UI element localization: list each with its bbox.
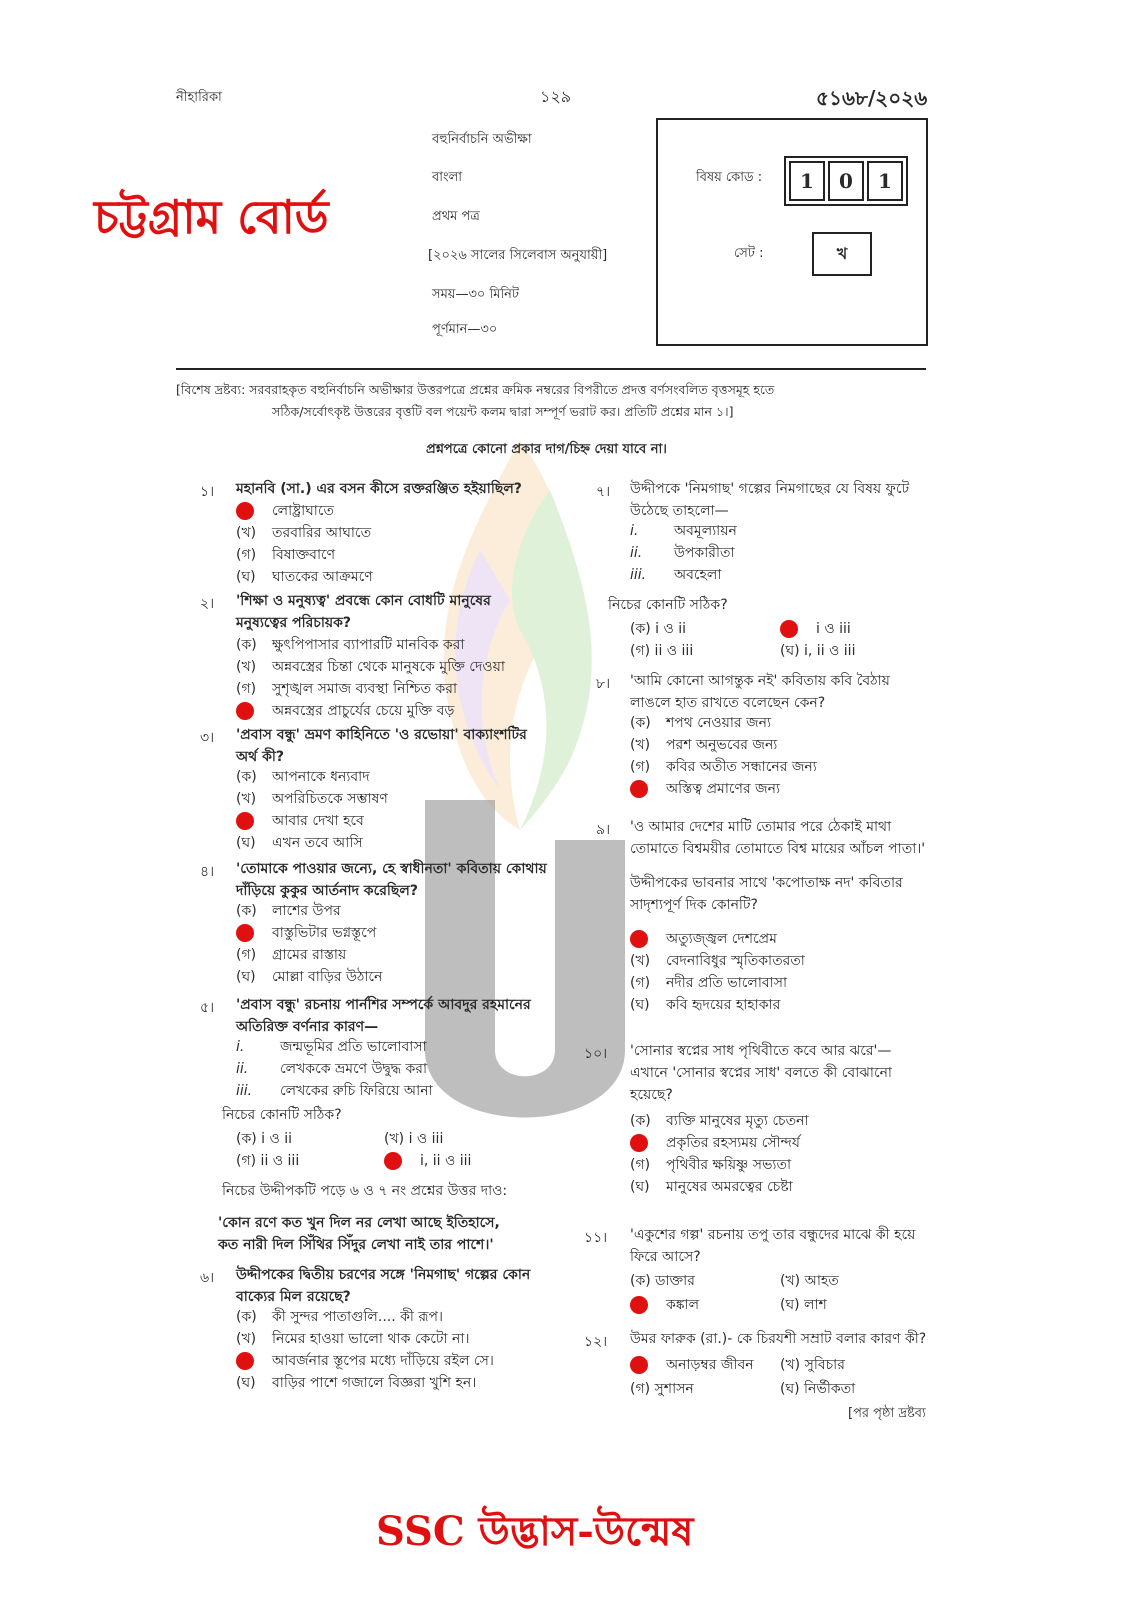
question-text-line: মনুষ্যত্বের পরিচায়ক? — [236, 615, 352, 631]
question-9-text — [630, 872, 903, 916]
question-text-line: 'প্রবাস বন্ধু' ভ্রমণ কাহিনিতে 'ও রভোয়া' বাক্যাংশটির — [236, 727, 527, 743]
roman-label: iii. — [630, 567, 647, 583]
question-number: ৬। — [200, 1270, 215, 1286]
option-text: পৃথিবীর ক্ষয়িষ্ণু সভ্যতা — [666, 1157, 792, 1173]
option-label: (ক) — [236, 637, 257, 653]
filled-answer-dot[interactable] — [236, 1352, 254, 1370]
question-9-quote — [630, 816, 925, 860]
option-text: কী সুন্দর পাতাগুলি.... কী রূপ। — [272, 1309, 444, 1325]
question-10-options — [630, 1110, 809, 1198]
question-3-text — [236, 724, 527, 768]
option-label: (খ) — [236, 525, 257, 541]
question-10-text — [630, 1040, 892, 1106]
option-text: ক্ষুৎপিপাসার ব্যাপারটি মানবিক করা — [272, 637, 465, 653]
which-correct-text: নিচের কোনটি সঠিক? — [608, 597, 728, 613]
question-text-line: 'সোনার স্বপ্নের সাধ পৃথিবীতে কবে আর ঝরে'— — [630, 1043, 892, 1059]
option-text: ঘাতকের আক্রমণে — [272, 569, 373, 585]
question-number: ১১। — [584, 1230, 608, 1246]
subject-code-boxes — [784, 156, 908, 206]
option-a: (ক) i ও ii — [236, 1131, 293, 1147]
option-label: (ঘ) — [236, 1375, 256, 1391]
stem-verse — [218, 1212, 500, 1256]
question-text-line: অর্থ কী? — [236, 749, 284, 765]
option-label: (ঘ) — [236, 569, 256, 585]
option-text: গ্রামের রাস্তায় — [272, 947, 347, 963]
option-label: (গ) — [236, 681, 257, 697]
option-label: (গ) — [630, 1157, 651, 1173]
stem-intro: নিচের উদ্দীপকটি পড়ে ৬ ও ৭ নং প্রশ্নের উত্তর দাও: — [222, 1183, 508, 1199]
statement-text: জন্মভূমির প্রতি ভালোবাসা — [280, 1039, 427, 1055]
filled-answer-dot[interactable] — [236, 502, 254, 520]
question-text-line: হয়েছে? — [630, 1087, 673, 1103]
question-text-line: উদ্দীপকের দ্বিতীয় চরণের সঙ্গে 'নিমগাছ' গল্পের কোন — [236, 1267, 531, 1283]
filled-answer-dot[interactable] — [630, 780, 648, 798]
exam-time: সময়—৩০ মিনিট — [432, 287, 520, 302]
option-c: (গ) ii ও iii — [630, 643, 694, 659]
roman-label: i. — [630, 523, 639, 539]
filled-answer-dot[interactable] — [630, 1134, 648, 1152]
question-5-statements — [236, 1036, 433, 1102]
question-1-options — [236, 500, 373, 588]
option-label: (ক) — [236, 769, 257, 785]
option-text: শপথ নেওয়ার জন্য — [666, 715, 772, 731]
option-c — [630, 1294, 699, 1316]
question-number: ৫। — [200, 1000, 215, 1016]
option-text: i, ii ও iii — [420, 1153, 472, 1169]
subject-code-label: বিষয় কোড : — [696, 170, 763, 185]
question-8-text — [630, 670, 890, 714]
option-text: অত্যুজ্জ্বল দেশপ্রেম — [666, 931, 777, 947]
option-text: নিমের হাওয়া ভালো থাক কেটো না। — [272, 1331, 470, 1347]
paper-name: প্রথম পত্র — [432, 209, 480, 224]
option-a: (ক) ডাক্তার — [630, 1273, 695, 1289]
roman-label: iii. — [236, 1083, 253, 1099]
option-c: (গ) সুশাসন — [630, 1381, 694, 1397]
roman-label: i. — [236, 1039, 245, 1055]
question-text-line: 'শিক্ষা ও মনুষ্যত্ব' প্রবন্ধে কোন বোধটি মানুষের — [236, 593, 491, 609]
full-marks: পূর্ণমান—৩০ — [432, 322, 498, 337]
question-8-options — [630, 712, 817, 800]
question-5-text — [236, 994, 531, 1038]
question-number: ৭। — [596, 484, 611, 500]
roman-label: ii. — [236, 1061, 249, 1077]
code-set-box — [656, 118, 928, 346]
subject-code-digit: 1 — [789, 161, 825, 201]
publisher-name: নীহারিকা — [176, 90, 222, 105]
statement-text: লেখকের রুচি ফিরিয়ে আনা — [280, 1083, 433, 1099]
option-text: কঙ্কাল — [666, 1297, 700, 1313]
quote-line: 'ও আমার দেশের মাটি তোমার পরে ঠেকাই মাথা — [630, 819, 892, 835]
option-text: সুশৃঙ্খল সমাজ ব্যবস্থা নিশ্চিত করা — [272, 681, 458, 697]
question-number: ১২। — [584, 1334, 608, 1350]
question-7-text — [630, 478, 909, 522]
question-number: ৪। — [200, 864, 215, 880]
quote-line: তোমাতে বিশ্বময়ীর তোমাতে বিশ্ব মায়ের আঁচল পাতা।' — [630, 841, 926, 857]
option-label: (গ) — [236, 947, 257, 963]
footer-title: SSC উদ্ভাস-উন্মেষ — [376, 1508, 694, 1555]
option-b: (খ) i ও iii — [384, 1131, 444, 1147]
question-6-text — [236, 1264, 530, 1308]
set-value: খ — [812, 232, 872, 276]
option-text: লাশের উপর — [272, 903, 341, 919]
question-6-options — [236, 1306, 494, 1394]
question-4-options — [236, 900, 382, 988]
question-text-line: দাঁড়িয়ে কুকুর আর্তনাদ করেছিল? — [236, 883, 418, 899]
option-text: বাস্তুভিটার ভগ্নস্তূপে — [272, 925, 377, 941]
question-text-line: 'প্রবাস বন্ধু' রচনায় পার্নশির সম্পর্কে আবদুর রহমানের — [236, 997, 531, 1013]
question-text-line: উদ্দীপকের ভাবনার সাথে 'কপোতাক্ষ নদ' কবিতার — [630, 875, 903, 891]
option-d: (ঘ) i, ii ও iii — [780, 643, 856, 659]
page-number: ১২৯ — [540, 87, 572, 106]
option-text: বাড়ির পাশে গজালে বিজ্ঞরা খুশি হন। — [272, 1375, 477, 1391]
option-label: (ঘ) — [630, 1179, 650, 1195]
option-label: (গ) — [236, 547, 257, 563]
letter-u-watermark-icon — [405, 800, 645, 1160]
question-7-statements — [630, 520, 737, 586]
option-label: (ক) — [236, 1309, 257, 1325]
question-11-text — [630, 1224, 915, 1268]
question-number: ৯। — [596, 822, 611, 838]
subject-name: বাংলা — [432, 170, 463, 185]
option-text: মোল্লা বাড়ির উঠানে — [272, 969, 383, 985]
option-d: (ঘ) নির্ভীকতা — [780, 1381, 856, 1397]
option-label: (ঘ) — [236, 835, 256, 851]
option-label: (গ) — [630, 759, 651, 775]
option-d — [384, 1150, 471, 1172]
filled-answer-dot[interactable] — [630, 930, 648, 948]
statement-text: লেখককে ভ্রমণে উদ্বুদ্ধ করা — [280, 1061, 428, 1077]
option-text: কবির অতীত সন্ধানের জন্য — [666, 759, 817, 775]
question-number: ১০। — [584, 1046, 608, 1062]
filled-answer-dot[interactable] — [780, 620, 798, 638]
next-page-note: [পর পৃষ্ঠা দ্রষ্টব্য — [848, 1406, 926, 1421]
stem-verse-line: কত নারী দিল সিঁথির সিঁদুর লেখা নাই তার পাশে।' — [218, 1237, 494, 1253]
option-text: পরশ অনুভবের জন্য — [666, 737, 778, 753]
question-number: ২। — [200, 596, 215, 612]
option-text: প্রকৃতির রহস্যময় সৌন্দর্য — [666, 1135, 800, 1151]
question-text-line: 'তোমাকে পাওয়ার জন্যে, হে স্বাধীনতা' কবিতায় কোথায় — [236, 861, 547, 877]
instruction-line-2: সঠিক/সর্বোৎকৃষ্ট উত্তরের বৃত্তটি বল পয়েন্ট কলম দ্বারা সম্পূর্ণ ভরাট কর। প্রতিটি প্রশ্নের মান ১।] — [272, 404, 734, 419]
option-label: (খ) — [630, 737, 651, 753]
option-text: অন্নবস্ত্রের প্রাচুর্যের চেয়ে মুক্তি বড় — [272, 703, 455, 719]
option-text: বেদনাবিধুর স্মৃতিকাতরতা — [666, 953, 805, 969]
option-label: (ক) — [236, 903, 257, 919]
question-number: ৮। — [596, 676, 611, 692]
filled-answer-dot[interactable] — [630, 1356, 648, 1374]
filled-answer-dot[interactable] — [384, 1152, 402, 1170]
option-text: অস্তিত্ব প্রমাণের জন্য — [666, 781, 781, 797]
question-2-text — [236, 590, 491, 634]
statement-text: অবহেলা — [674, 567, 722, 583]
option-label: (খ) — [630, 953, 651, 969]
option-text: অপরিচিতকে সম্ভাষণ — [272, 791, 388, 807]
option-label: (ক) — [630, 715, 651, 731]
option-label: (গ) — [630, 975, 651, 991]
filled-answer-dot[interactable] — [236, 812, 254, 830]
question-1-text: মহানবি (সা.) এর বসন কীসে রক্তরঞ্জিত হইয়াছিল? — [236, 481, 522, 497]
exam-type: বহুনির্বাচনি অভীক্ষা — [432, 132, 532, 147]
option-b — [780, 618, 851, 640]
question-text-line: বাক্যের মিল রয়েছে? — [236, 1289, 351, 1305]
option-text: অন্নবস্ত্রের চিন্তা থেকে মানুষকে মুক্তি দেওয়া — [272, 659, 505, 675]
statement-text: অবমূল্যায়ন — [674, 523, 737, 539]
option-c: (গ) ii ও iii — [236, 1153, 300, 1169]
code-number: ৫১৬৮/২০২৬ — [816, 86, 928, 110]
option-text: তরবারির আঘাতে — [272, 525, 372, 541]
syllabus-note: [২০২৬ সালের সিলেবাস অনুযায়ী] — [428, 248, 608, 263]
question-4-text — [236, 858, 547, 902]
notice-text: প্রশ্নপত্রে কোনো প্রকার দাগ/চিহ্ন দেয়া যাবে না। — [426, 442, 667, 457]
option-label: (ঘ) — [236, 969, 256, 985]
question-number: ৩। — [200, 730, 215, 746]
option-text: মানুষের অমরত্বের চেষ্টা — [666, 1179, 793, 1195]
set-label: সেট : — [734, 246, 764, 261]
option-label: (খ) — [236, 659, 257, 675]
filled-answer-dot[interactable] — [236, 924, 254, 942]
roman-label: ii. — [630, 545, 643, 561]
option-text: আপনাকে ধন্যবাদ — [272, 769, 370, 785]
option-text: i ও iii — [816, 621, 851, 637]
statement-text: উপকারীতা — [674, 545, 735, 561]
option-label: (খ) — [236, 791, 257, 807]
stem-verse-line: 'কোন রণে কত খুন দিল নর লেখা আছে ইতিহাসে, — [218, 1215, 500, 1231]
option-text: লোষ্ট্রাঘাতে — [272, 503, 334, 519]
question-text-line: অতিরিক্ত বর্ণনার কারণ— — [236, 1019, 379, 1035]
subject-code-digit: 1 — [867, 161, 903, 201]
option-text: আবার দেখা হবে — [272, 813, 364, 829]
which-correct-text: নিচের কোনটি সঠিক? — [222, 1107, 342, 1123]
question-text-line: 'একুশের গল্প' রচনায় তপু তার বন্ধুদের মাঝে কী হয়ে — [630, 1227, 916, 1243]
subject-code-digit: 0 — [828, 161, 864, 201]
question-text-line: 'আমি কোনো আগন্তুক নই' কবিতায় কবি বৈঠায় — [630, 673, 890, 689]
question-text-line: ফিরে আসে? — [630, 1249, 701, 1265]
header-divider — [176, 368, 926, 370]
question-2-options — [236, 634, 505, 722]
option-b: (খ) সুবিচার — [780, 1357, 845, 1373]
question-12-text: উমর ফারুক (রা.)- কে চিরযশী সম্রাট বলার কারণ কী? — [630, 1331, 927, 1347]
question-number: ১। — [200, 484, 215, 500]
filled-answer-dot[interactable] — [236, 702, 254, 720]
instruction-line-1: [বিশেষ দ্রষ্টব্য: সরবরাহকৃত বহুনির্বাচনি অভীক্ষার উত্তরপত্রে প্রশ্নের ক্রমিক নম্বরের বিপরীতে প্রদত্ত বর্ণসংবলিত বৃত্তসমূহ হতে — [176, 382, 775, 397]
option-text: বিষাক্তবাণে — [272, 547, 336, 563]
board-title: চট্টগ্রাম বোর্ড — [94, 190, 329, 244]
option-text: এখন তবে আসি — [272, 835, 363, 851]
question-9-options — [630, 928, 805, 1016]
option-label: (খ) — [236, 1331, 257, 1347]
option-label: (ক) — [630, 1113, 651, 1129]
option-text: ব্যক্তি মানুষের মৃত্যু চেতনা — [666, 1113, 809, 1129]
question-text-line: উদ্দীপকে 'নিমগাছ' গল্পের নিমগাছের যে বিষয় ফুটে — [630, 481, 910, 497]
option-text: আবর্জনার স্তূপের মধ্যে দাঁড়িয়ে রইল সে। — [272, 1353, 494, 1369]
option-text: নদীর প্রতি ভালোবাসা — [666, 975, 788, 991]
question-text-line: সাদৃশ্যপূর্ণ দিক কোনটি? — [630, 897, 758, 913]
question-text-line: উঠেছে তাহলো— — [630, 503, 729, 519]
option-a: (ক) i ও ii — [630, 621, 687, 637]
option-b: (খ) আহত — [780, 1273, 839, 1289]
option-d: (ঘ) লাশ — [780, 1297, 827, 1313]
question-text-line: এখানে 'সোনার স্বপ্নের সাধ' বলতে কী বোঝানো — [630, 1065, 892, 1081]
option-text: কবি হৃদয়ের হাহাকার — [666, 997, 781, 1013]
question-text-line: লাঙলে হাত রাখতে বলেছেন কেন? — [630, 695, 826, 711]
option-label: (ঘ) — [630, 997, 650, 1013]
filled-answer-dot[interactable] — [630, 1296, 648, 1314]
question-3-options — [236, 766, 388, 854]
option-text: অনাড়ম্বর জীবন — [666, 1357, 754, 1373]
option-a — [630, 1354, 754, 1376]
